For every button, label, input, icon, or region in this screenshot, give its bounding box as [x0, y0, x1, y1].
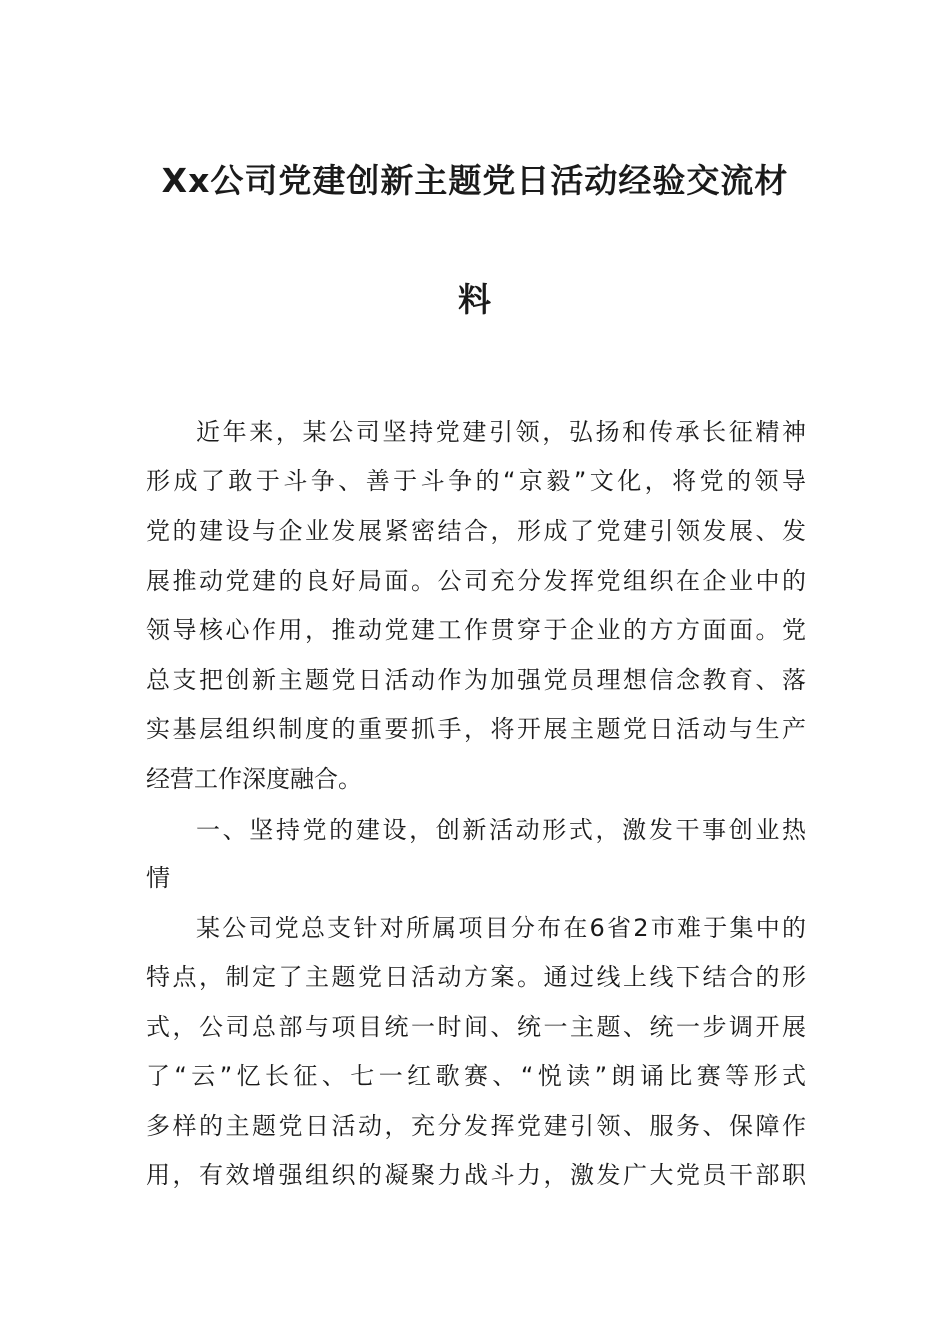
paragraph-line: 了“云”忆长征、七一红歌赛、“悦读”朗诵比赛等形式 [146, 1062, 806, 1090]
paragraph-line: 领导核心作用，推动党建工作贯穿于企业的方方面面。党 [146, 616, 806, 644]
document-title-line-2: 料 [458, 280, 492, 319]
paragraph-line: 展推动党建的良好局面。公司充分发挥党组织在企业中的 [146, 567, 806, 595]
paragraph-line: 某公司党总支针对所属项目分布在6省2市难于集中的 [196, 914, 806, 942]
paragraph-line: 实基层组织制度的重要抓手，将开展主题党日活动与生产 [146, 715, 806, 743]
paragraph-line: 近年来，某公司坚持党建引领，弘扬和传承长征精神 [196, 418, 806, 446]
paragraph-line: 形成了敢于斗争、善于斗争的“京毅”文化，将党的领导 [146, 467, 806, 495]
paragraph-line: 经营工作深度融合。 [146, 765, 362, 793]
paragraph-line: 多样的主题党日活动，充分发挥党建引领、服务、保障作 [146, 1112, 806, 1140]
section-heading-line: 一、坚持党的建设，创新活动形式，激发干事创业热 [196, 816, 806, 844]
document-title-line-1: Xx公司党建创新主题党日活动经验交流材 [161, 161, 789, 200]
section-heading-line: 情 [146, 864, 170, 892]
paragraph-line: 党的建设与企业发展紧密结合，形成了党建引领发展、发 [146, 517, 806, 545]
paragraph-line: 式，公司总部与项目统一时间、统一主题、统一步调开展 [146, 1013, 806, 1041]
paragraph-line: 总支把创新主题党日活动作为加强党员理想信念教育、落 [146, 666, 806, 694]
paragraph-line: 用，有效增强组织的凝聚力战斗力，激发广大党员干部职 [146, 1161, 806, 1189]
paragraph-line: 特点，制定了主题党日活动方案。通过线上线下结合的形 [146, 963, 806, 991]
